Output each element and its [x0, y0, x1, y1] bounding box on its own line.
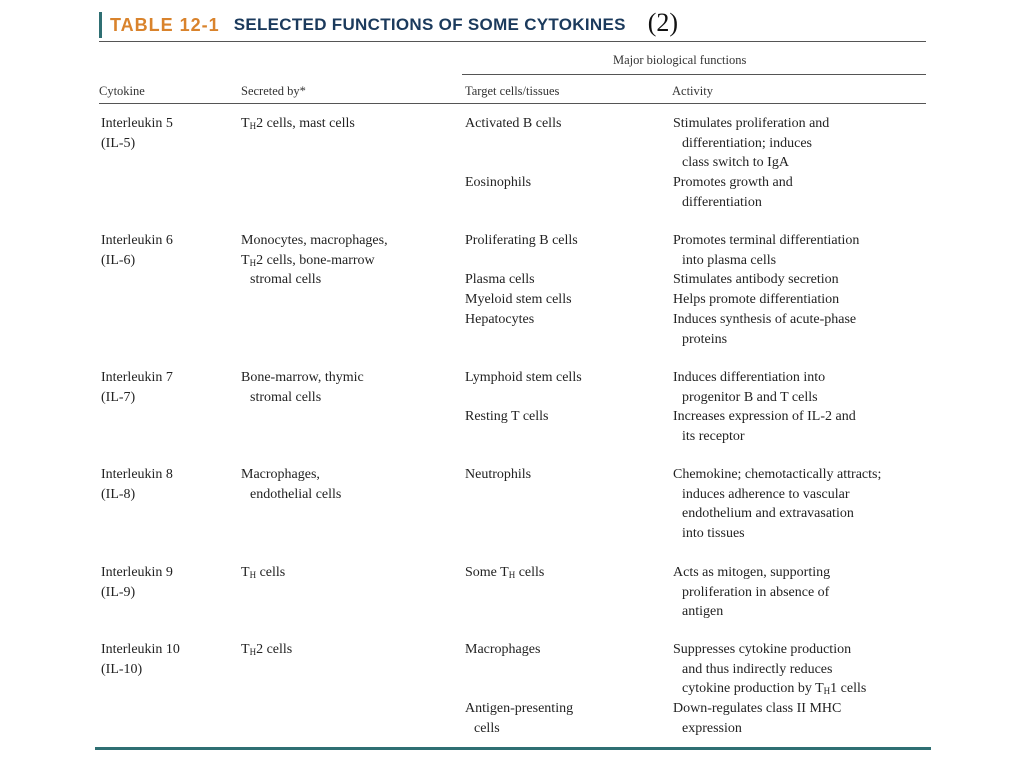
target-cell — [465, 173, 531, 193]
cytokine-name: Interleukin 7 — [101, 370, 173, 385]
table-bottom-rule — [95, 747, 931, 750]
activity-line: into tissues — [682, 526, 745, 542]
activity-cell — [673, 640, 866, 699]
secreted-by-cell — [241, 563, 285, 583]
activity-line: proteins — [682, 331, 728, 347]
activity-line: Stimulates antibody secretion — [673, 272, 839, 288]
secreted-by-line — [241, 388, 364, 408]
target-cell — [465, 407, 548, 427]
cytokine-name: Interleukin 6 — [101, 233, 173, 248]
secreted-by-cell — [241, 640, 292, 660]
activity-line: differentiation — [682, 194, 762, 210]
target-line: Activated B cells — [465, 116, 562, 131]
activity-cell — [673, 270, 839, 290]
secreted-by-line-text: T — [241, 116, 250, 131]
activity-cell — [673, 173, 793, 212]
secreted-by-cell — [241, 368, 364, 407]
target-cell — [465, 310, 534, 330]
cytokine-name: Interleukin 5 — [101, 116, 173, 131]
activity-line-text-cont: 1 cells — [830, 681, 867, 697]
target-cell — [465, 290, 572, 310]
table-title — [99, 8, 679, 39]
secreted-by-line-subscript: H — [249, 570, 257, 580]
activity-line: endothelium and extravasation — [682, 506, 854, 522]
activity-line: its receptor — [682, 429, 745, 445]
target-line: Neutrophils — [465, 467, 532, 482]
activity-line: and thus indirectly reduces — [682, 661, 833, 677]
secreted-by-line-subscript: H — [249, 257, 257, 268]
cytokine-name: Interleukin 9 — [101, 565, 173, 580]
activity-cell — [673, 407, 856, 446]
activity-line: differentiation; induces — [682, 135, 812, 151]
header-rule — [99, 103, 926, 104]
secreted-by-line — [241, 465, 341, 485]
cytokine-name: (IL-10) — [101, 661, 143, 677]
target-cell — [465, 563, 544, 583]
activity-line: proliferation in absence of — [682, 584, 830, 600]
secreted-by-cell — [241, 114, 355, 134]
target-cell — [465, 368, 582, 388]
target-line-subscript: H — [508, 570, 516, 580]
activity-line: Increases expression of IL-2 and — [673, 409, 856, 425]
header-activity: Activity — [672, 84, 713, 98]
cytokine-cell — [101, 368, 173, 407]
cytokine-cell — [101, 231, 173, 270]
target-line: Resting T cells — [465, 409, 549, 425]
target-line: Macrophages — [465, 642, 541, 657]
cytokine-cell — [101, 563, 173, 602]
activity-line: Induces differentiation into — [673, 370, 826, 385]
activity-cell — [673, 465, 881, 544]
target-line: Proliferating B cells — [465, 233, 578, 248]
title-rule — [99, 41, 926, 42]
title-accent-bar — [99, 12, 102, 38]
target-cell — [465, 114, 561, 134]
activity-line: antigen — [682, 604, 724, 620]
activity-line-text: cytokine production by T — [682, 681, 824, 697]
header-secreted-by: Secreted by* — [241, 84, 306, 98]
header-major-functions: Major biological functions — [613, 53, 747, 67]
cytokine-name: (IL-7) — [101, 389, 136, 405]
table-number: TABLE 12-1 — [110, 14, 220, 35]
cytokine-name: Interleukin 8 — [101, 467, 173, 482]
activity-line: Promotes growth and — [673, 175, 793, 191]
activity-cell — [673, 563, 830, 622]
secreted-by-line-text-cont: 2 cells — [256, 642, 293, 657]
activity-cell — [673, 368, 825, 407]
activity-cell — [673, 699, 841, 738]
target-line: Myeloid stem cells — [465, 292, 572, 308]
header-cytokine: Cytokine — [99, 84, 145, 98]
secreted-by-line — [241, 114, 355, 134]
target-line: Plasma cells — [465, 272, 535, 288]
group-header-rule — [462, 74, 926, 75]
secreted-by-line — [241, 368, 364, 388]
cytokine-name: (IL-6) — [101, 252, 136, 268]
target-cell — [465, 270, 535, 290]
target-cell — [465, 231, 578, 251]
target-line: Hepatocytes — [465, 311, 535, 327]
secreted-by-cell — [241, 231, 388, 290]
secreted-by-line-text-cont: cells — [256, 565, 286, 580]
activity-line: progenitor B and T cells — [682, 389, 818, 405]
secreted-by-line-text: endothelial cells — [250, 486, 342, 502]
activity-line: expression — [682, 720, 742, 736]
activity-line: Stimulates proliferation and — [673, 116, 830, 131]
secreted-by-line-subscript: H — [249, 121, 257, 131]
activity-line: induces adherence to vascular — [682, 486, 850, 502]
activity-line — [673, 679, 866, 699]
table-caption: SELECTED FUNCTIONS OF SOME CYTOKINES — [233, 15, 626, 34]
target-line: cells — [474, 720, 500, 736]
activity-line: Helps promote differentiation — [673, 292, 840, 308]
activity-cell — [673, 114, 829, 173]
target-cell — [465, 699, 573, 738]
cytokine-cell — [101, 114, 173, 153]
target-line: Antigen-presenting — [465, 701, 574, 717]
slide-part-number: (2) — [647, 8, 679, 37]
cytokine-name: (IL-8) — [101, 486, 136, 502]
activity-line: Acts as mitogen, supporting — [673, 565, 831, 580]
secreted-by-line-text: T — [241, 252, 250, 268]
secreted-by-line-text: stromal cells — [250, 389, 322, 405]
activity-line: Induces synthesis of acute-phase — [673, 311, 857, 327]
target-line — [465, 563, 544, 583]
secreted-by-line-subscript: H — [249, 647, 257, 657]
secreted-by-line-text: T — [241, 565, 250, 580]
secreted-by-line — [241, 231, 388, 251]
secreted-by-line-text: stromal cells — [250, 272, 322, 288]
secreted-by-line — [241, 640, 292, 660]
secreted-by-line — [241, 251, 388, 271]
secreted-by-line-text-cont: 2 cells, bone-marrow — [256, 252, 375, 268]
header-target-cells: Target cells/tissues — [465, 84, 560, 98]
cytokine-name: (IL-9) — [101, 584, 136, 600]
activity-line: into plasma cells — [682, 252, 777, 268]
target-cell — [465, 465, 531, 485]
activity-line: Suppresses cytokine production — [673, 642, 852, 657]
cytokine-name: Interleukin 10 — [101, 642, 180, 657]
activity-line: class switch to IgA — [682, 155, 789, 171]
target-line-text: Some T — [465, 565, 509, 580]
activity-line-subscript: H — [823, 686, 831, 697]
cytokine-cell — [101, 465, 173, 504]
target-cell — [465, 640, 540, 660]
activity-cell — [673, 290, 839, 310]
target-line: Lymphoid stem cells — [465, 370, 582, 385]
target-line-text-cont: cells — [515, 565, 545, 580]
secreted-by-line — [241, 485, 341, 505]
cytokine-cell — [101, 640, 180, 679]
activity-line: Promotes terminal differentiation — [673, 233, 860, 248]
activity-line: Chemokine; chemotactically attracts; — [673, 467, 882, 482]
secreted-by-line — [241, 270, 388, 290]
secreted-by-line-text: Bone-marrow, thymic — [241, 370, 364, 385]
secreted-by-line — [241, 563, 285, 583]
secreted-by-line-text: T — [241, 642, 250, 657]
secreted-by-line-text: Macrophages, — [241, 467, 320, 482]
cytokine-name: (IL-5) — [101, 135, 136, 151]
activity-cell — [673, 231, 859, 270]
secreted-by-line-text-cont: 2 cells, mast cells — [256, 116, 355, 131]
secreted-by-line-text: Monocytes, macrophages, — [241, 233, 388, 248]
secreted-by-cell — [241, 465, 341, 504]
activity-line: Down-regulates class II MHC — [673, 701, 842, 717]
target-line: Eosinophils — [465, 175, 532, 191]
activity-cell — [673, 310, 856, 349]
